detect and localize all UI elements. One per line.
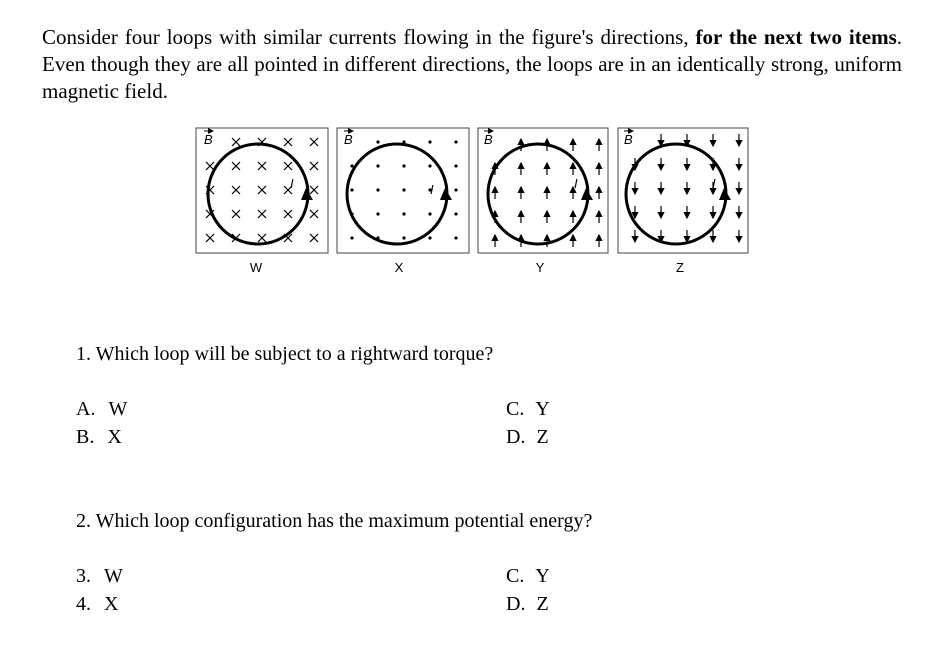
panel-label-z: Z — [676, 260, 684, 275]
dot-icon — [428, 212, 431, 215]
question-2-option-d[interactable] — [506, 593, 549, 616]
question-2-prompt: 2. Which loop configuration has the maximum potential energy? — [76, 510, 593, 532]
cross-icon — [284, 138, 292, 146]
dot-icon — [376, 188, 379, 191]
cross-icon — [310, 162, 318, 170]
dot-icon — [454, 236, 457, 239]
dot-icon — [428, 236, 431, 239]
loops-figure — [0, 120, 927, 280]
option-text: W — [104, 565, 123, 587]
cross-icon — [258, 234, 266, 242]
panel-z — [618, 128, 748, 275]
dot-icon — [350, 188, 353, 191]
dot-icon — [454, 212, 457, 215]
intro-text-1: Consider four loops with similar currents flowing in the figure's directions, — [42, 25, 696, 49]
loop-z — [626, 144, 726, 244]
field-symbol: B — [204, 132, 213, 147]
option-text: Z — [536, 593, 549, 615]
question-1-option-d[interactable] — [506, 426, 549, 449]
dot-icon — [402, 212, 405, 215]
cross-icon — [206, 162, 214, 170]
current-symbol: I — [430, 182, 434, 197]
option-letter: C. — [506, 565, 525, 587]
option-letter: D. — [506, 593, 526, 615]
cross-icon — [258, 186, 266, 194]
panel-y — [478, 128, 608, 275]
field-symbol: B — [624, 132, 633, 147]
dot-icon — [376, 140, 379, 143]
current-symbol: I — [290, 176, 294, 191]
question-2-option-c[interactable] — [506, 565, 550, 588]
cross-icon — [310, 234, 318, 242]
dot-icon — [402, 236, 405, 239]
field-symbol: B — [484, 132, 493, 147]
panel-x — [337, 128, 469, 275]
panel-label-w: W — [249, 260, 263, 275]
option-text: X — [107, 426, 122, 448]
cross-icon — [284, 210, 292, 218]
cross-icon — [232, 138, 240, 146]
current-arrow-icon — [440, 188, 452, 200]
option-letter: 3. — [76, 565, 91, 587]
option-text: Y — [535, 565, 550, 587]
dot-icon — [350, 236, 353, 239]
option-letter: D. — [506, 426, 526, 448]
dot-icon — [454, 188, 457, 191]
option-letter: C. — [506, 398, 525, 420]
cross-icon — [206, 234, 214, 242]
intro-paragraph — [42, 24, 902, 105]
panel-label-y: Y — [535, 260, 545, 275]
dot-icon — [428, 140, 431, 143]
question-1-option-c[interactable] — [506, 398, 550, 421]
dot-icon — [376, 212, 379, 215]
question-1-prompt: 1. Which loop will be subject to a rightward torque? — [76, 343, 494, 365]
question-1-option-b[interactable] — [76, 426, 122, 449]
option-text: W — [108, 398, 128, 420]
cross-icon — [310, 210, 318, 218]
field-symbol: B — [344, 132, 353, 147]
current-symbol: I — [574, 176, 578, 191]
field-crosses — [206, 138, 318, 242]
option-letter: 4. — [76, 593, 91, 615]
cross-icon — [258, 210, 266, 218]
question-1-option-a[interactable] — [76, 398, 127, 421]
current-arrow-icon — [719, 188, 731, 200]
option-letter: A. — [76, 398, 96, 420]
cross-icon — [258, 162, 266, 170]
cross-icon — [310, 186, 318, 194]
dot-icon — [454, 140, 457, 143]
panel-label-x: X — [394, 260, 404, 275]
question-2-option-a[interactable] — [76, 565, 123, 588]
intro-text-bold: for the next two items — [695, 25, 897, 49]
cross-icon — [310, 138, 318, 146]
option-letter: B. — [76, 426, 95, 448]
cross-icon — [284, 162, 292, 170]
field-arrows-up — [495, 139, 599, 247]
current-symbol: I — [712, 176, 716, 191]
option-text: Y — [535, 398, 550, 420]
question-2-option-b[interactable] — [76, 593, 118, 616]
dot-icon — [402, 164, 405, 167]
option-text: X — [104, 593, 119, 615]
panel-w — [196, 128, 328, 275]
dot-icon — [402, 188, 405, 191]
dot-icon — [454, 164, 457, 167]
current-arrow-icon — [581, 188, 593, 200]
cross-icon — [232, 210, 240, 218]
intro-text-2: . Even though they are all pointed in different directions, the loops are in an identically strong, uniform magnetic field. — [42, 25, 902, 103]
cross-icon — [232, 186, 240, 194]
dot-icon — [428, 164, 431, 167]
cross-icon — [232, 162, 240, 170]
option-text: Z — [536, 426, 549, 448]
dot-icon — [376, 164, 379, 167]
current-arrow-icon — [301, 188, 313, 200]
